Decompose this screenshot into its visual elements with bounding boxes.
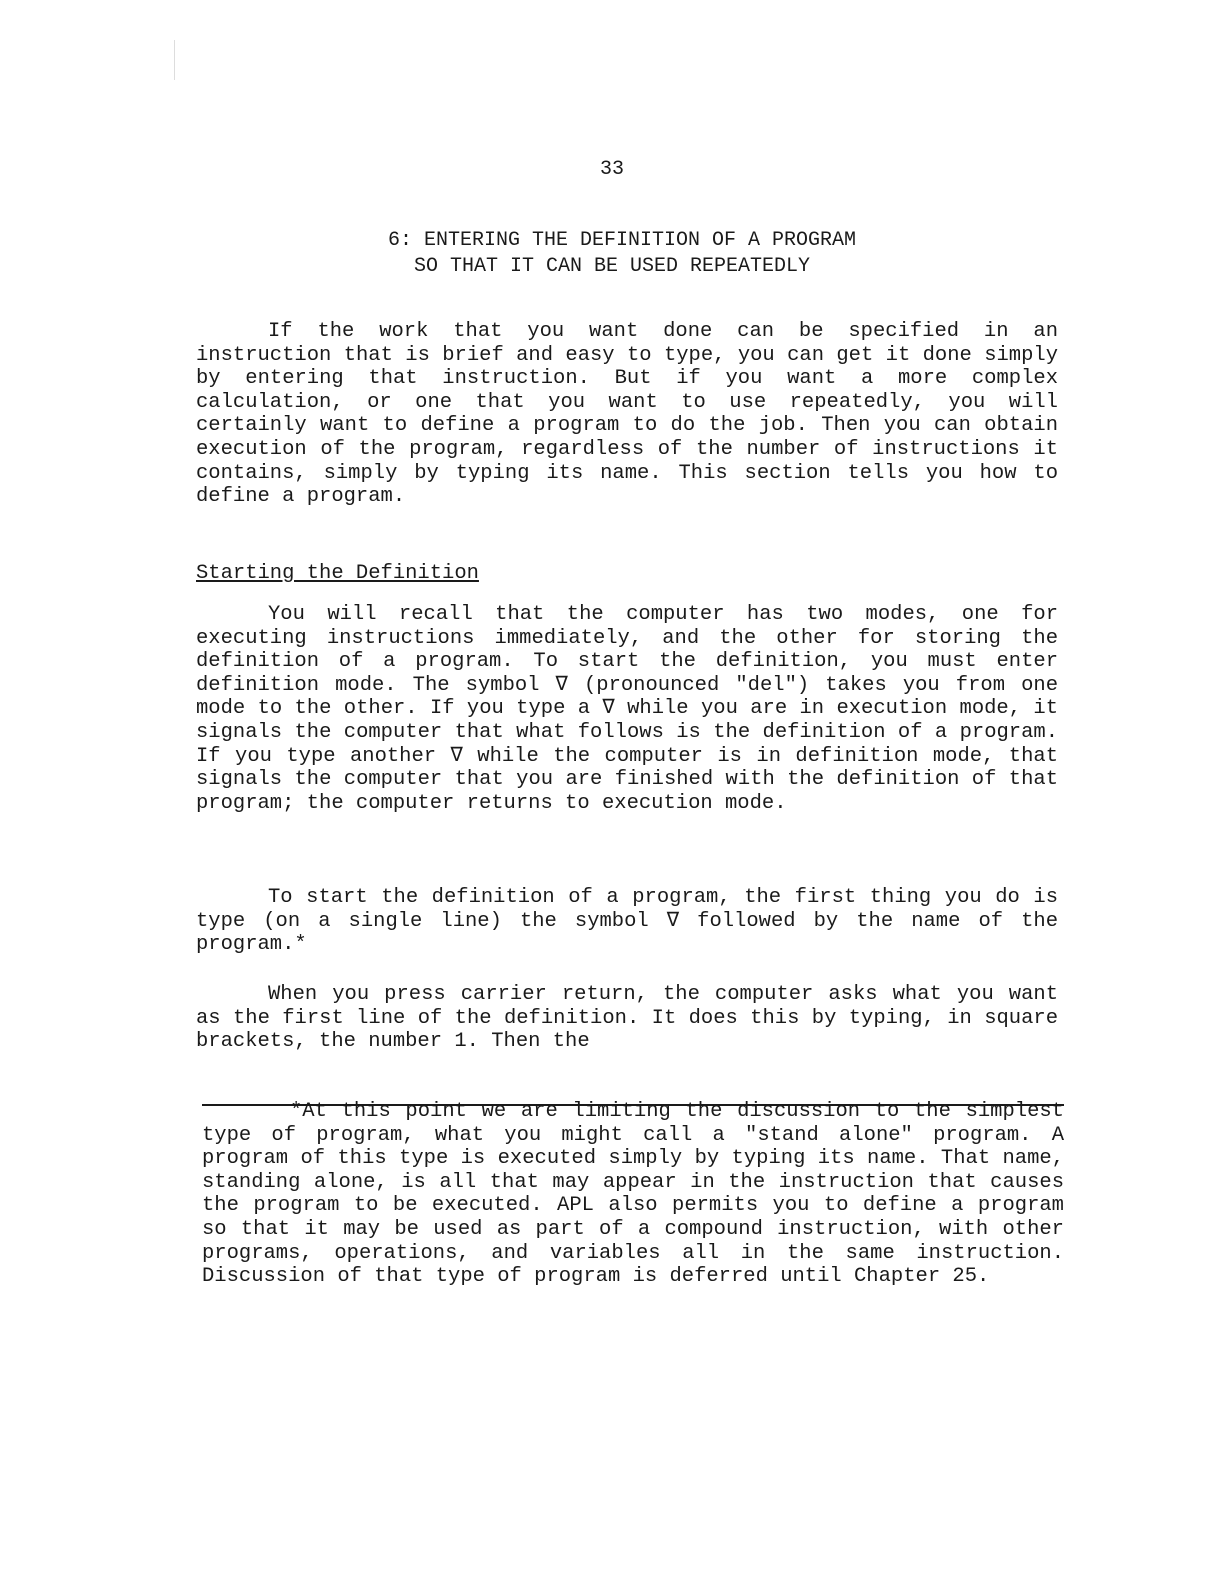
section-heading-line-1: 6: ENTERING THE DEFINITION OF A PROGRAM — [387, 229, 857, 252]
carrier-return-paragraph: When you press carrier return, the computer asks what you want as the first line of the definition. It does this by typing, in square brackets, the number 1. Then the — [196, 983, 1058, 1054]
footnote: *At this point we are limiting the discussion to the simplest type of program, what you might call a "stand alone" program. A program of this type is executed simply by typing its name. That name, standing alone, is all that may appear in the instruction that causes the program to be executed. APL also permits you to define a program so that it may be used as part of a compound instruction, with other programs, operations, and variables all in the same instruction. Discussion of that type of program is deferred until Chapter 25. — [202, 1100, 1064, 1289]
scan-mark — [174, 40, 175, 80]
page-number: 33 — [599, 158, 624, 181]
section-heading — [0, 228, 1224, 280]
intro-paragraph: If the work that you want done can be specified in an instruction that is brief and easy to type, you can get it done simply by entering that instruction. But if you want a more complex calculation, or one that you want to use repeatedly, you will certainly want to define a program to do the job. Then you can obtain execution of the program, regardless of the number of instructions it contains, simply by typing its name. This section tells you how to define a program. — [196, 320, 1058, 509]
section-heading-line-2: SO THAT IT CAN BE USED REPEATEDLY — [413, 255, 811, 278]
start-definition-paragraph: To start the definition of a program, the first thing you do is type (on a single line) the symbol ∇ followed by the name of the program.* — [196, 886, 1058, 957]
modes-paragraph: You will recall that the computer has two modes, one for executing instructions immediately, and the other for storing the definition of a program. To start the definition, you must enter definition mode. The symbol ∇ (pronounced "del") takes you from one mode to the other. If you type a ∇ while you are in execution mode, it signals the computer that what follows is the definition of a program. If you type another ∇ while the computer is in definition mode, that signals the computer that you are finished with the definition of that program; the computer returns to execution mode. — [196, 603, 1058, 815]
subheading: Starting the Definition — [196, 562, 479, 585]
